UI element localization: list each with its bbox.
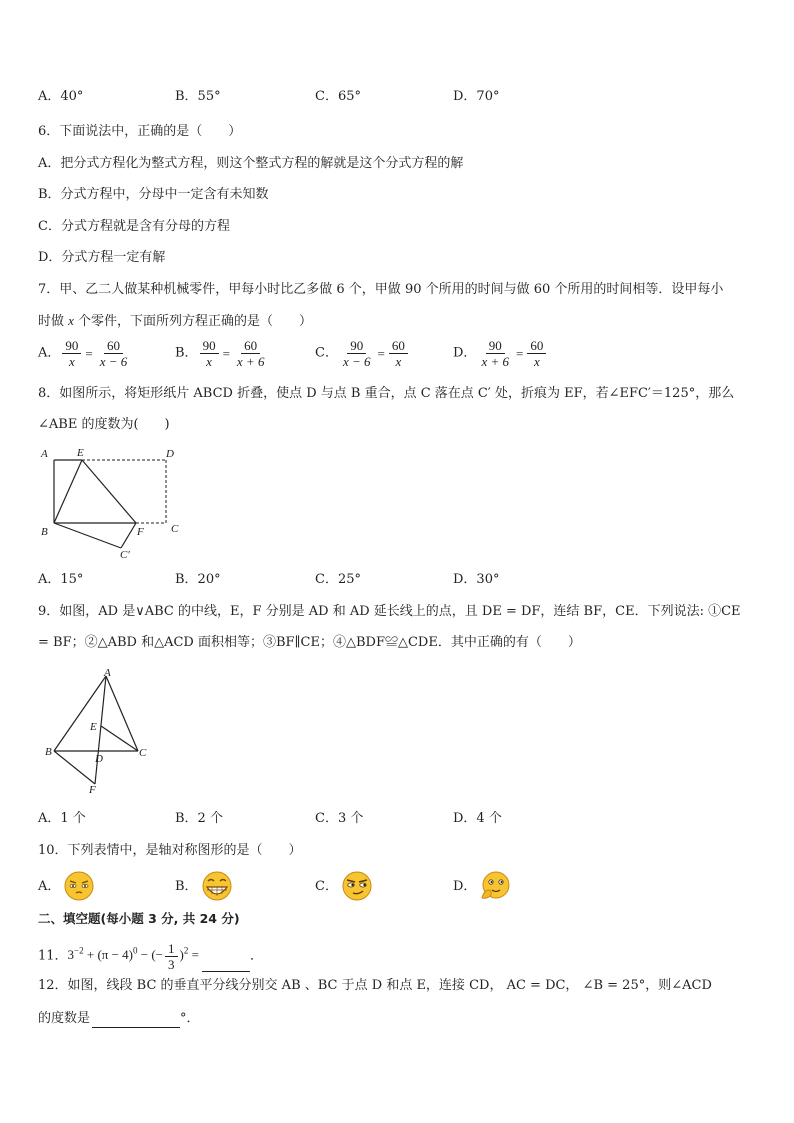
fraction-numerator: 1 <box>165 941 178 957</box>
q5-option-a: A．40° <box>38 89 84 104</box>
q7-option-d-right-fraction <box>527 338 546 369</box>
q8-label-c: C <box>171 523 179 535</box>
q9-option-c: C．3 个 <box>315 811 364 826</box>
q7-variable: x <box>68 313 74 328</box>
q12-line2 <box>38 1010 200 1028</box>
q7-option-c-right-fraction <box>389 338 408 369</box>
fraction-numerator: 60 <box>104 338 123 354</box>
q11-label: 11． <box>38 948 68 964</box>
equals-sign: = <box>85 345 93 361</box>
q7-option-b-right-fraction <box>234 338 268 369</box>
q8-edge-fcp <box>121 523 136 548</box>
q7-option-c-left-fraction <box>340 338 374 369</box>
q8-option-a: A．15° <box>38 572 84 587</box>
q9-option-d: D．4 个 <box>453 811 502 826</box>
q11-exponent: 2 <box>183 946 189 956</box>
fraction-denominator: x − 6 <box>342 354 371 369</box>
fraction-denominator: x − 6 <box>99 354 128 369</box>
q6-option-a: A．把分式方程化为整式方程，则这个整式方程的解就是这个分式方程的解 <box>38 156 464 171</box>
q11-exponent: −2 <box>74 946 84 956</box>
fraction-denominator: x <box>206 354 212 369</box>
q7-option-d <box>453 338 548 369</box>
q12-line2-text: 的度数是 <box>38 1011 91 1026</box>
q9-label-c: C <box>139 747 147 759</box>
q9-stem-line2: = BF；②△ABD 和△ACD 面积相等；③BF∥CE；④△BDF≌△CDE．其中正确的有（ ） <box>38 635 581 650</box>
q11-term: + (π − 4) <box>83 947 134 963</box>
fraction-denominator: x + 6 <box>236 354 265 369</box>
q5-option-c: C．65° <box>315 89 361 104</box>
q12-line1: 12．如图，线段 BC 的垂直平分线分别交 AB 、BC 于点 D 和点 E，连接 CD， AC = DC， ∠B = 25°，则∠ACD <box>38 978 712 993</box>
q8-option-b: B．20° <box>175 572 221 587</box>
q8-edge-ef <box>82 460 136 523</box>
squinting-face-icon <box>62 870 96 902</box>
fraction-denominator: x <box>533 354 540 369</box>
equals-sign: = <box>222 345 230 361</box>
q11-equals: = <box>188 947 199 963</box>
q7-option-d-label: D． <box>453 345 477 361</box>
q9-label-a: A <box>104 667 111 679</box>
q6-stem: 6．下面说法中，正确的是（ ） <box>38 124 242 139</box>
q11-expression <box>67 940 199 972</box>
q10-option-d-label: D． <box>453 879 477 894</box>
q8-label-d: D <box>166 448 174 460</box>
q10-option-b-label: B． <box>175 879 198 894</box>
q8-figure <box>36 444 186 564</box>
q9-option-a: A．1 个 <box>38 811 86 826</box>
q8-label-a: A <box>41 448 48 460</box>
q9-label-f: F <box>89 784 96 796</box>
q7-option-a <box>38 338 132 369</box>
fraction-numerator: 90 <box>347 338 366 354</box>
q11-line <box>38 936 263 972</box>
section-2-title: 二、填空题(每小题 3 分, 共 24 分) <box>38 911 240 926</box>
q10-stem: 10．下列表情中，是轴对称图形的是（ ） <box>38 843 302 858</box>
q8-label-cprime: C′ <box>120 549 130 561</box>
q9-edge-bf <box>54 751 95 784</box>
q8-option-c: C．25° <box>315 572 361 587</box>
q10-option-a-label: A． <box>38 879 61 894</box>
q8-label-b: B <box>41 526 48 538</box>
q9-figure <box>40 664 160 798</box>
q7-stem-text-a: 时做 <box>38 314 69 329</box>
q7-option-c-label: C． <box>315 345 338 361</box>
q8-stem-line2: ∠ABE 的度数为( ) <box>38 417 170 432</box>
q11-exponent: 0 <box>133 946 138 956</box>
q7-option-b <box>175 338 269 369</box>
q9-label-e: E <box>90 721 97 733</box>
q7-stem-line1: 7．甲、乙二人做某种机械零件，甲每小时比乙多做 6 个，甲做 90 个所用的时间与做 60 个所用的时间相等．设甲每小 <box>38 282 724 297</box>
q7-option-d-left-fraction <box>478 338 512 369</box>
fraction-numerator: 60 <box>527 338 546 354</box>
q7-option-a-left-fraction <box>62 338 81 369</box>
q10-option-c-label: C． <box>315 879 338 894</box>
q9-edge-ab <box>54 676 106 751</box>
q11-base: 3 <box>67 947 75 963</box>
q7-option-b-left-fraction <box>200 338 219 369</box>
q5-option-d: D．70° <box>453 89 500 104</box>
equals-sign: = <box>377 345 385 361</box>
fraction-denominator: 3 <box>168 956 175 972</box>
fraction-numerator: 60 <box>389 338 408 354</box>
q9-stem-line1: 9．如图，AD 是∨ABC 的中线，E，F 分别是 AD 和 AD 延长线上的点，且 DE = DF，连结 BF，CE．下列说法: ①CE <box>38 604 741 619</box>
q6-option-c: C．分式方程就是含有分母的方程 <box>38 219 230 234</box>
fraction-numerator: 90 <box>200 338 219 354</box>
fraction-numerator: 90 <box>62 338 81 354</box>
q7-stem-text-b: 个零件，下面所列方程正确的是（ ） <box>73 314 313 329</box>
fraction-denominator: x <box>395 354 402 369</box>
q6-option-d: D．分式方程一定有解 <box>38 250 166 265</box>
grinning-face-icon <box>200 870 234 902</box>
q8-option-d: D．30° <box>453 572 500 587</box>
equals-sign: = <box>515 345 524 361</box>
q7-option-c <box>315 338 410 369</box>
q12-answer-blank[interactable] <box>92 1011 180 1028</box>
q8-edge-be <box>54 460 82 523</box>
q7-stem-line2 <box>38 312 312 331</box>
q7-option-a-right-fraction <box>97 338 131 369</box>
q9-label-b: B <box>45 746 52 758</box>
q7-option-b-label: B． <box>175 345 198 361</box>
q8-edge-bcp <box>54 523 121 548</box>
q6-option-b: B．分式方程中，分母中一定含有未知数 <box>38 187 269 202</box>
q11-term: ) <box>179 947 184 963</box>
fraction-denominator: x + 6 <box>481 354 509 369</box>
q5-option-b: B．55° <box>175 89 221 104</box>
q11-fraction <box>165 941 178 972</box>
smirking-face-icon <box>340 870 374 902</box>
fraction-denominator: x <box>69 354 75 369</box>
q12-line2-end: °． <box>180 1011 200 1026</box>
thinking-face-icon <box>478 870 512 902</box>
q7-option-a-label: A． <box>38 345 61 361</box>
fraction-numerator: 90 <box>486 338 505 354</box>
q8-label-f: F <box>137 526 144 538</box>
q9-label-d: D <box>95 753 103 765</box>
q11-term: − (− <box>137 947 164 963</box>
fraction-numerator: 60 <box>241 338 260 354</box>
q8-label-e: E <box>77 447 84 459</box>
q9-option-b: B．2 个 <box>175 811 223 826</box>
q11-answer-blank[interactable] <box>202 951 250 972</box>
q8-stem-line1: 8．如图所示，将矩形纸片 ABCD 折叠，使点 D 与点 B 重合，点 C 落在点 C′ 处，折痕为 EF，若∠EFC′＝125°，那么 <box>38 386 735 401</box>
q11-end-mark: ． <box>249 948 263 964</box>
